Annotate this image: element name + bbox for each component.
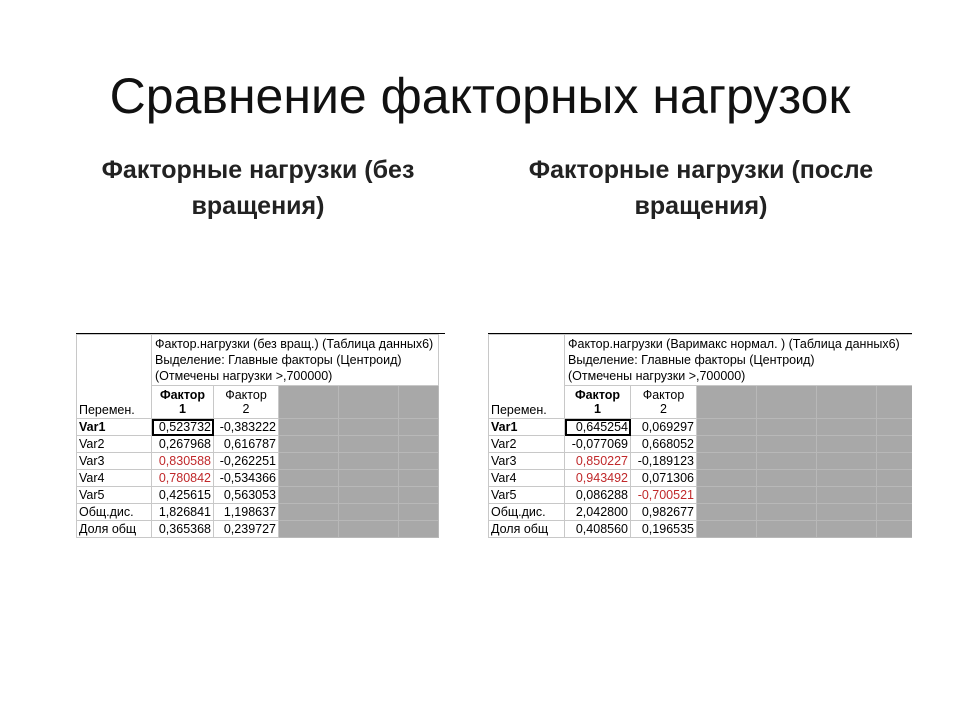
unrotated-loadings-sheet: [76, 333, 445, 541]
empty-cell[interactable]: [279, 470, 339, 487]
caption-line: Фактор.нагрузки (Варимакс нормал. ) (Таблица данных6): [568, 337, 900, 351]
left-heading: Факторные нагрузки (без вращения): [101, 156, 415, 220]
loadings-table: [76, 334, 439, 538]
factor-1-value[interactable]: 0,780842: [152, 470, 214, 487]
factor-2-value[interactable]: 0,239727: [214, 521, 279, 538]
row-label[interactable]: Доля общ: [489, 521, 565, 538]
row-label[interactable]: Общ.дис.: [77, 504, 152, 521]
empty-cell[interactable]: [399, 453, 439, 470]
empty-cell[interactable]: [399, 436, 439, 453]
empty-cell[interactable]: [817, 487, 877, 504]
slide-title: Сравнение факторных нагрузок: [109, 68, 851, 124]
factor-1-value[interactable]: 0,425615: [152, 487, 214, 504]
table-row: [489, 504, 913, 521]
factor-header-number: 2: [242, 402, 250, 416]
row-label[interactable]: Доля общ: [77, 521, 152, 538]
factor-1-header[interactable]: [565, 386, 631, 419]
empty-cell[interactable]: [339, 386, 399, 419]
empty-cell[interactable]: [877, 487, 913, 504]
table-row: [77, 419, 439, 436]
table-row: [489, 487, 913, 504]
empty-cell[interactable]: [697, 521, 757, 538]
factor-2-value[interactable]: -0,700521: [631, 487, 697, 504]
empty-cell[interactable]: [339, 419, 399, 436]
empty-cell[interactable]: [697, 453, 757, 470]
table-row: [489, 521, 913, 538]
factor-1-value[interactable]: 0,365368: [152, 521, 214, 538]
empty-cell[interactable]: [877, 436, 913, 453]
empty-cell[interactable]: [279, 453, 339, 470]
empty-cell[interactable]: [339, 487, 399, 504]
factor-header-name: Фактор: [642, 388, 685, 402]
factor-header-name: Фактор: [225, 388, 267, 402]
table-row: [77, 487, 439, 504]
info-row: [489, 335, 913, 386]
variable-column-header[interactable]: Перемен.: [77, 335, 152, 419]
empty-cell[interactable]: [757, 470, 817, 487]
factor-2-header[interactable]: [214, 386, 279, 419]
factor-1-value[interactable]: -0,077069: [565, 436, 631, 453]
empty-cell[interactable]: [279, 521, 339, 538]
empty-cell[interactable]: [757, 453, 817, 470]
factor-header-number: 1: [594, 402, 601, 416]
empty-cell[interactable]: [399, 419, 439, 436]
table-row: [77, 436, 439, 453]
factor-2-value[interactable]: -0,383222: [214, 419, 279, 436]
row-label[interactable]: Var1: [489, 419, 565, 436]
caption-line: Выделение: Главные факторы (Центроид): [568, 353, 815, 367]
row-label[interactable]: Var4: [77, 470, 152, 487]
factor-header-name: Фактор: [159, 388, 206, 402]
factor-2-value[interactable]: 0,982677: [631, 504, 697, 521]
empty-cell[interactable]: [697, 487, 757, 504]
empty-cell[interactable]: [399, 470, 439, 487]
table-row: [77, 504, 439, 521]
table-row: [489, 470, 913, 487]
empty-cell[interactable]: [877, 453, 913, 470]
table-row: [77, 521, 439, 538]
row-label[interactable]: Var2: [77, 436, 152, 453]
row-label[interactable]: Var5: [489, 487, 565, 504]
row-label[interactable]: Var4: [489, 470, 565, 487]
table-row: [489, 419, 913, 436]
table-caption: [152, 335, 439, 386]
empty-cell[interactable]: [817, 504, 877, 521]
rotated-loadings-sheet: [488, 333, 912, 539]
empty-cell[interactable]: [877, 419, 913, 436]
empty-cell[interactable]: [877, 386, 913, 419]
factor-1-header[interactable]: [152, 386, 214, 419]
table-caption: [565, 335, 913, 386]
factor-2-value[interactable]: -0,189123: [631, 453, 697, 470]
caption-line: (Отмечены нагрузки >,700000): [155, 369, 333, 383]
row-label[interactable]: Var1: [77, 419, 152, 436]
empty-cell[interactable]: [339, 436, 399, 453]
empty-cell[interactable]: [877, 504, 913, 521]
empty-cell[interactable]: [399, 504, 439, 521]
empty-cell[interactable]: [757, 504, 817, 521]
factor-header-number: 1: [179, 402, 186, 416]
factor-header-name: Фактор: [574, 388, 621, 402]
empty-cell[interactable]: [697, 504, 757, 521]
empty-cell[interactable]: [279, 436, 339, 453]
empty-cell[interactable]: [399, 487, 439, 504]
empty-cell[interactable]: [279, 487, 339, 504]
empty-cell[interactable]: [757, 487, 817, 504]
info-row: [77, 335, 439, 386]
factor-1-value[interactable]: 2,042800: [565, 504, 631, 521]
empty-cell[interactable]: [279, 504, 339, 521]
factor-2-value[interactable]: -0,262251: [214, 453, 279, 470]
factor-2-value[interactable]: -0,534366: [214, 470, 279, 487]
empty-cell[interactable]: [279, 419, 339, 436]
factor-1-value[interactable]: 0,830588: [152, 453, 214, 470]
table-row: [77, 470, 439, 487]
empty-cell[interactable]: [817, 453, 877, 470]
row-label[interactable]: Var2: [489, 436, 565, 453]
empty-cell[interactable]: [817, 470, 877, 487]
empty-cell[interactable]: [399, 521, 439, 538]
empty-cell[interactable]: [817, 419, 877, 436]
factor-1-value[interactable]: 0,408560: [565, 521, 631, 538]
empty-cell[interactable]: [757, 436, 817, 453]
loadings-table: [488, 334, 912, 538]
row-label[interactable]: Общ.дис.: [489, 504, 565, 521]
right-heading: Факторные нагрузки (после вращения): [528, 156, 874, 220]
table-row: [489, 436, 913, 453]
caption-line: (Отмечены нагрузки >,700000): [568, 369, 746, 383]
factor-1-value[interactable]: 0,645254: [565, 419, 631, 436]
factor-2-value[interactable]: 0,069297: [631, 419, 697, 436]
empty-cell[interactable]: [877, 470, 913, 487]
caption-line: Выделение: Главные факторы (Центроид): [155, 353, 402, 367]
empty-cell[interactable]: [697, 386, 757, 419]
variable-column-header[interactable]: Перемен.: [489, 335, 565, 419]
empty-cell[interactable]: [399, 386, 439, 419]
table-row: [77, 453, 439, 470]
factor-1-value[interactable]: 0,523732: [152, 419, 214, 436]
empty-cell[interactable]: [757, 419, 817, 436]
empty-cell[interactable]: [697, 419, 757, 436]
empty-cell[interactable]: [339, 453, 399, 470]
empty-cell[interactable]: [697, 436, 757, 453]
empty-cell[interactable]: [757, 386, 817, 419]
empty-cell[interactable]: [339, 521, 399, 538]
factor-1-value[interactable]: 0,086288: [565, 487, 631, 504]
factor-2-value[interactable]: 0,071306: [631, 470, 697, 487]
factor-1-value[interactable]: 1,826841: [152, 504, 214, 521]
empty-cell[interactable]: [757, 521, 817, 538]
row-label[interactable]: Var5: [77, 487, 152, 504]
empty-cell[interactable]: [877, 521, 913, 538]
factor-1-value[interactable]: 0,267968: [152, 436, 214, 453]
empty-cell[interactable]: [279, 386, 339, 419]
empty-cell[interactable]: [697, 470, 757, 487]
table-row: [489, 453, 913, 470]
factor-1-value[interactable]: 0,943492: [565, 470, 631, 487]
factor-2-value[interactable]: 0,616787: [214, 436, 279, 453]
empty-cell[interactable]: [817, 521, 877, 538]
factor-2-value[interactable]: 0,196535: [631, 521, 697, 538]
factor-header-number: 2: [660, 402, 667, 416]
factor-2-value[interactable]: 0,563053: [214, 487, 279, 504]
empty-cell[interactable]: [339, 504, 399, 521]
empty-cell[interactable]: [339, 470, 399, 487]
empty-cell[interactable]: [817, 436, 877, 453]
row-label[interactable]: Var3: [489, 453, 565, 470]
caption-line: Фактор.нагрузки (без вращ.) (Таблица данных6): [155, 337, 434, 351]
factor-2-value[interactable]: 1,198637: [214, 504, 279, 521]
factor-1-value[interactable]: 0,850227: [565, 453, 631, 470]
factor-2-value[interactable]: 0,668052: [631, 436, 697, 453]
row-label[interactable]: Var3: [77, 453, 152, 470]
factor-2-header[interactable]: [631, 386, 697, 419]
empty-cell[interactable]: [817, 386, 877, 419]
